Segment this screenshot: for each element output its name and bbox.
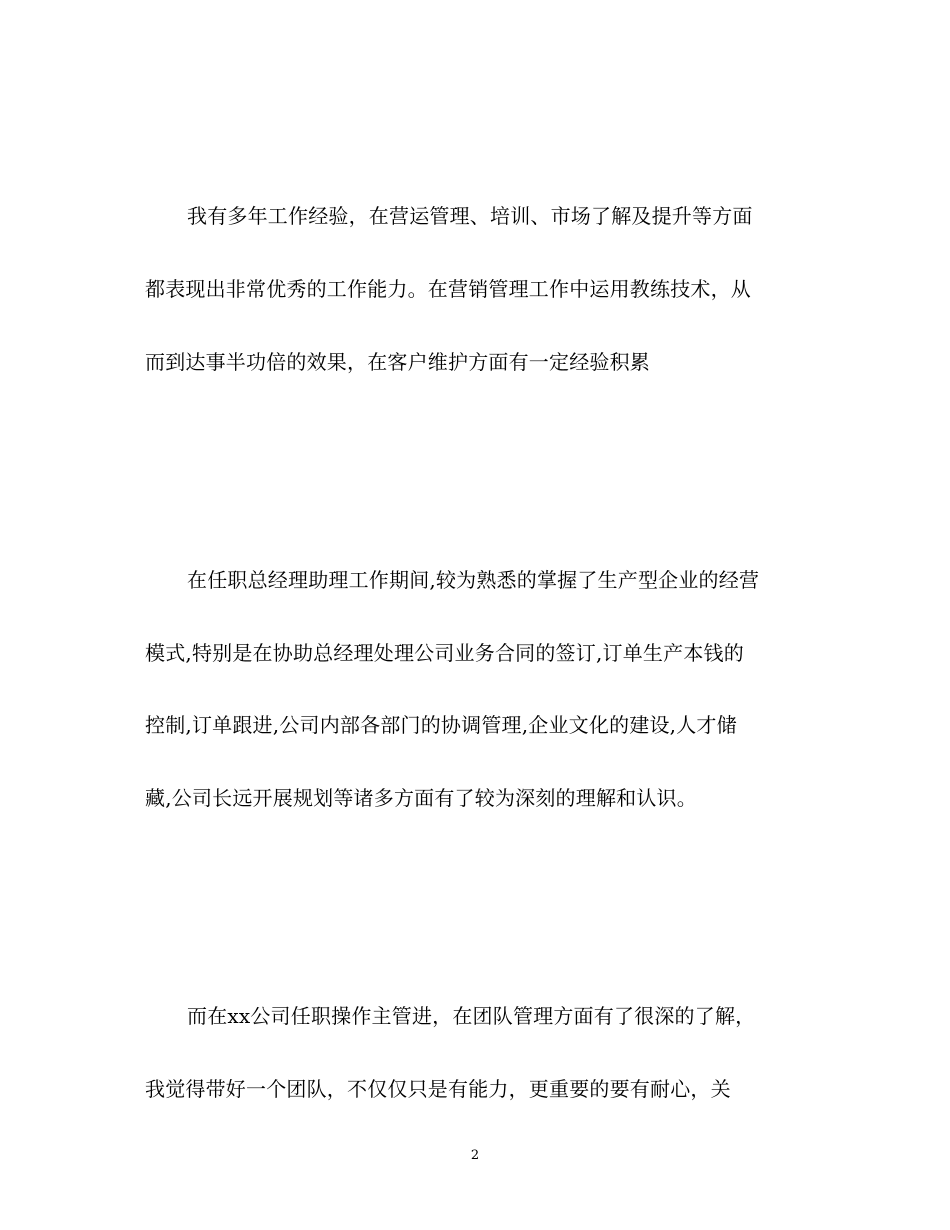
paragraph-2-line-1: 在任职总经理助理工作期间,较为熟悉的掌握了生产型企业的经营 xyxy=(187,568,760,592)
page-number: 2 xyxy=(470,1148,480,1163)
paragraph-3-line-1: 而在xx公司任职操作主管进，在团队管理方面有了很深的了解， xyxy=(187,1004,756,1028)
paragraph-3-line-2: 我觉得带好一个团队，不仅仅只是有能力，更重要的要有耐心，关 xyxy=(145,1077,731,1101)
paragraph-2-line-3: 控制,订单跟进,公司内部各部门的协调管理,企业文化的建设,人才储 xyxy=(145,713,737,737)
paragraph-1-line-3: 而到达事半功倍的效果，在客户维护方面有一定经验积累 xyxy=(145,350,650,374)
paragraph-1-line-2: 都表现出非常优秀的工作能力。在营销管理工作中运用教练技术，从 xyxy=(145,277,751,301)
paragraph-2-line-4: 藏,公司长远开展规划等诸多方面有了较为深刻的理解和认识。 xyxy=(145,786,697,810)
paragraph-2-line-2: 模式,特别是在协助总经理处理公司业务合同的签订,订单生产本钱的 xyxy=(145,641,744,665)
paragraph-1-line-1: 我有多年工作经验，在营运管理、培训、市场了解及提升等方面 xyxy=(187,204,753,228)
